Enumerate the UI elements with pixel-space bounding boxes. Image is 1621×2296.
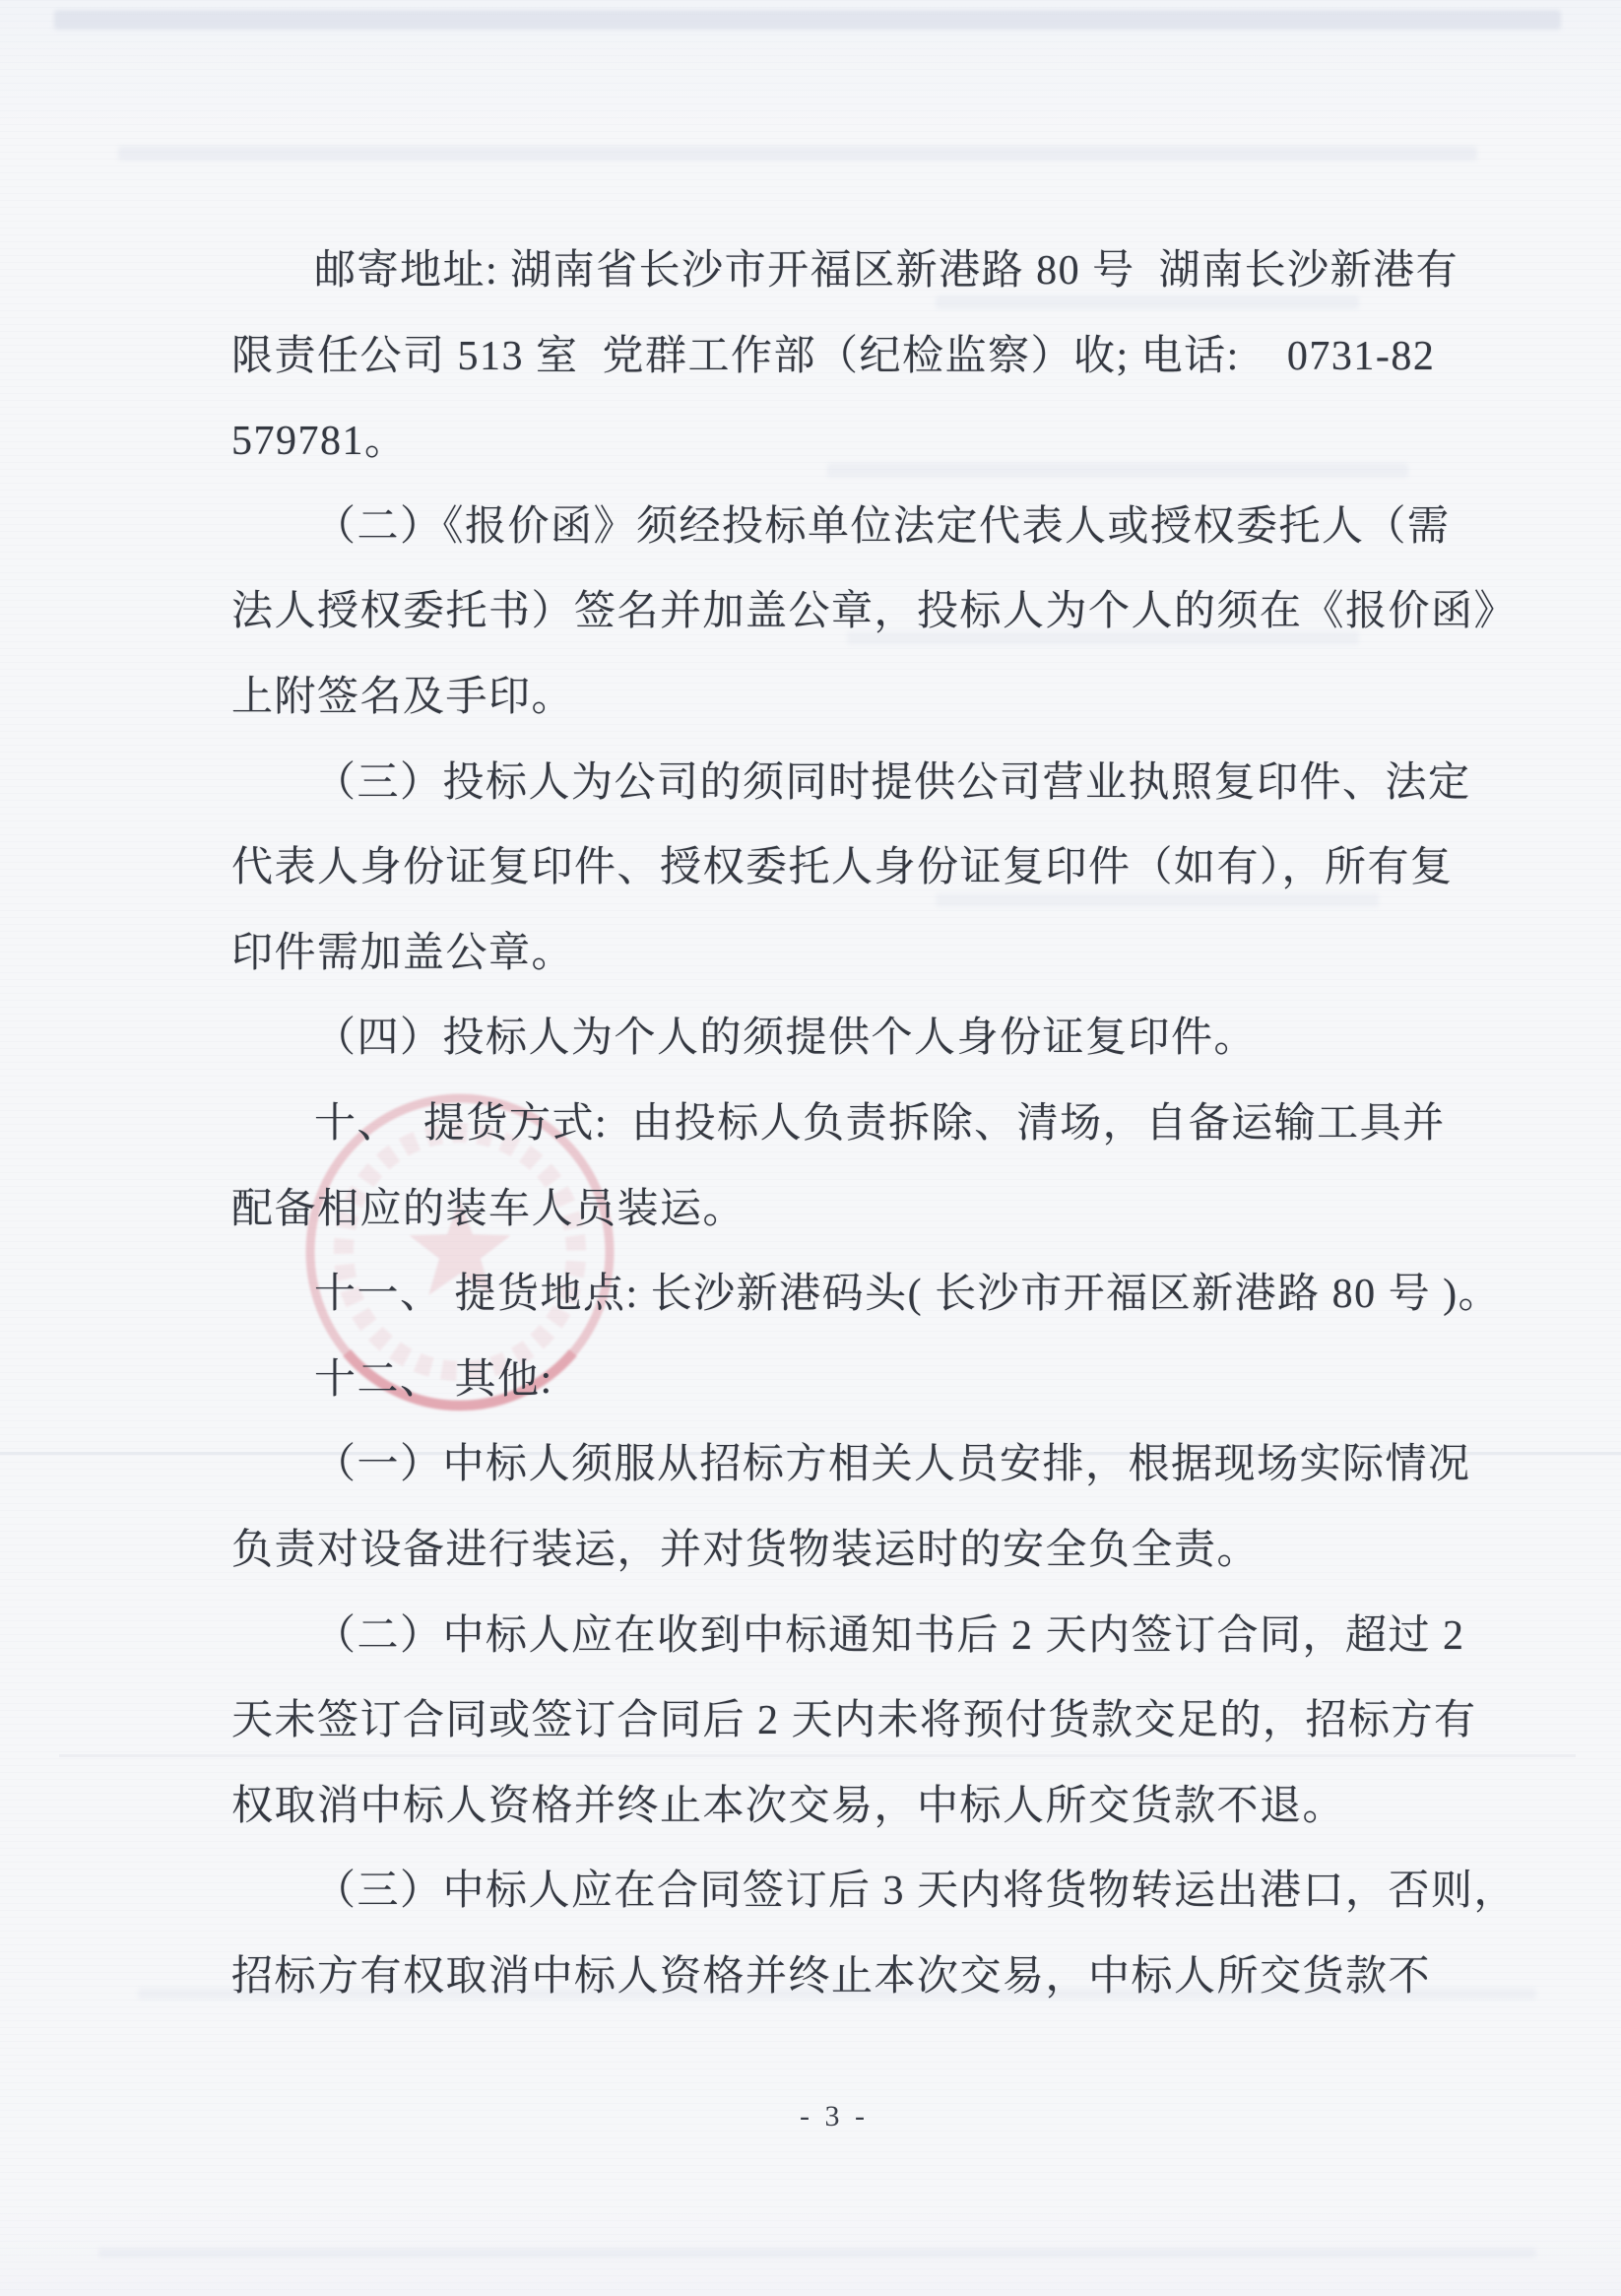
text-line: （一）中标人须服从招标方相关人员安排，根据现场实际情况 <box>314 1442 1471 1488</box>
text-line: 限责任公司 513 室 党群工作部（纪检监察）收; 电话: 0731-82 <box>231 333 1436 379</box>
text-line: 579781。 <box>231 419 408 465</box>
text-line: 法人授权委托书）签名并加盖公章，投标人为个人的须在《报价函》 <box>231 589 1518 635</box>
text-line: 招标方有权取消中标人资格并终止本次交易，中标人所交货款不 <box>231 1953 1432 2000</box>
text-line: （二）中标人应在收到中标通知书后 2 天内签订合同，超过 2 <box>314 1612 1465 1659</box>
document-body <box>231 229 1518 2019</box>
text-line: 代表人身份证复印件、授权委托人身份证复印件（如有），所有复 <box>231 845 1454 891</box>
text-line: 天未签订合同或签订合同后 2 天内未将预付货款交足的，招标方有 <box>231 1698 1477 1744</box>
text-line: （二）《报价函》须经投标单位法定代表人或授权委托人（需 <box>314 503 1451 550</box>
page-number: - 3 - <box>800 2100 869 2132</box>
text-line: （三）中标人应在合同签订后 3 天内将货物转运出港口，否则， <box>314 1869 1518 1915</box>
text-line: 负责对设备进行装运，并对货物装运时的安全负全责。 <box>231 1527 1261 1573</box>
scan-artifact <box>118 146 1477 161</box>
text-line: 邮寄地址: 湖南省长沙市开福区新港路 80 号 湖南长沙新港有 <box>314 248 1459 294</box>
text-line: 印件需加盖公章。 <box>231 930 575 976</box>
text-line: 十、 提货方式: 由投标人负责拆除、清场，自备运输工具并 <box>314 1100 1446 1147</box>
text-line: （四）投标人为个人的须提供个人身份证复印件。 <box>314 1016 1258 1062</box>
text-line: 权取消中标人资格并终止本次交易，中标人所交货款不退。 <box>231 1783 1346 1829</box>
text-line: 十二、 其他: <box>314 1356 553 1403</box>
text-line: 十一、 提货地点: 长沙新港码头( 长沙市开福区新港路 80 号 )。 <box>314 1272 1502 1318</box>
text-line: 上附签名及手印。 <box>231 674 575 720</box>
text-line: （三）投标人为公司的须同时提供公司营业执照复印件、法定 <box>314 759 1471 806</box>
scan-artifact <box>98 2248 1536 2258</box>
scan-artifact <box>54 10 1561 30</box>
text-line: 配备相应的装车人员装运。 <box>231 1186 746 1232</box>
